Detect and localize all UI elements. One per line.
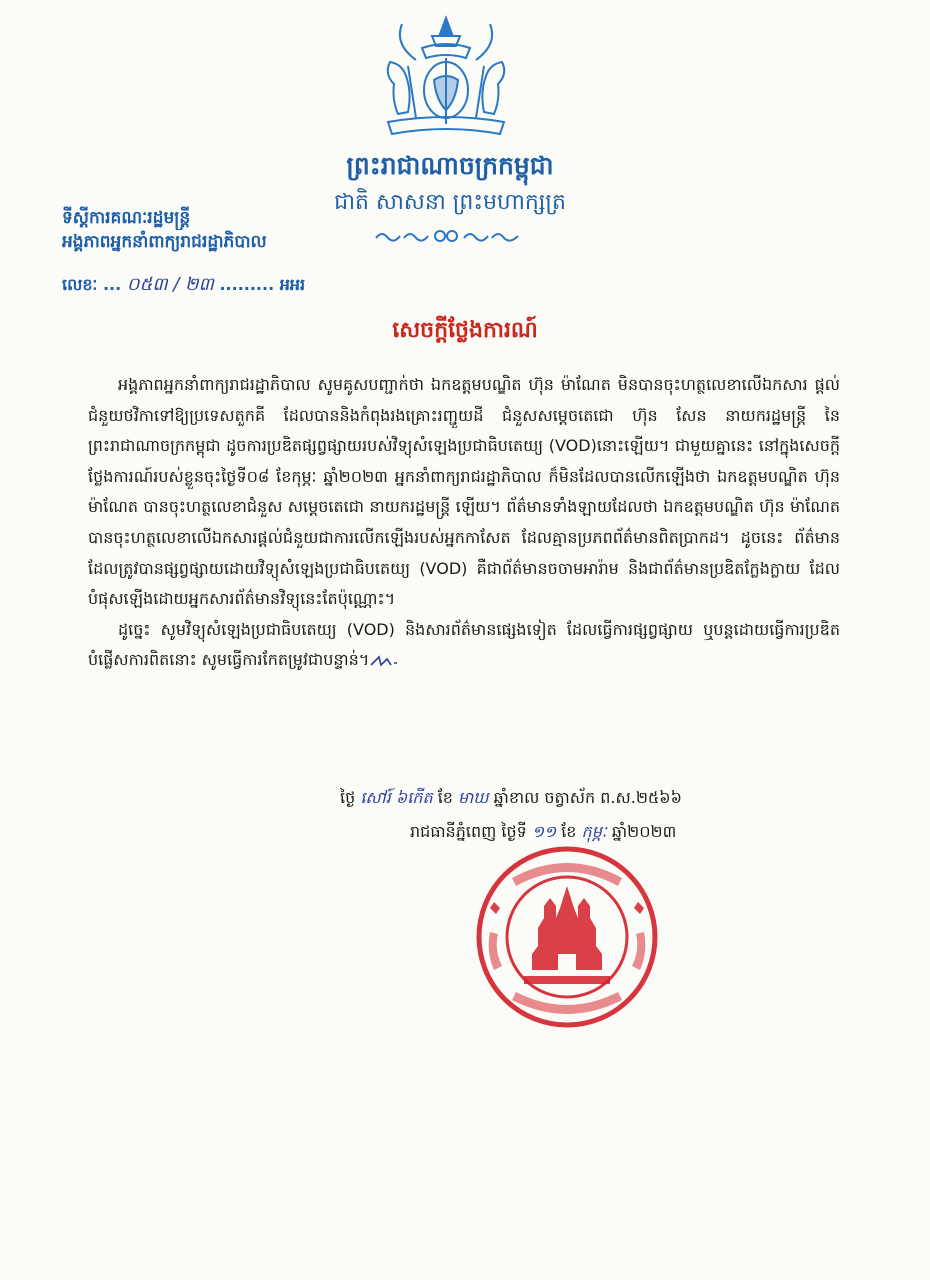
- paragraph-1: អង្គភាពអ្នកនាំពាក្យរាជរដ្ឋាភិបាល សូមគូសបញ្ជាក់ថា ឯកឧត្តមបណ្ឌិត ហ៊ុន ម៉ាណែត មិនបានចុះហត្ថលេខាលើឯកសារ ផ្តល់ជំនួយថវិកាទៅឱ្យប្រទេសតួកគី ដែលបាននិងកំពុងរងគ្រោះរញ្ជួយដី ជំនួសសម្តេចតេជោ ហ៊ុន សែន នាយករដ្ឋមន្ត្រី នៃព្រះរាជាណាចក្រកម្ពុជា ដូចការប្រឌិតផ្សព្វផ្សាយរបស់វិទ្យុសំឡេងប្រជាធិបតេយ្យ (VOD)នោះឡើយ។ ជាមួយគ្នានេះ នៅក្នុងសេចក្តីថ្លែងការណ៍របស់ខ្លួនចុះថ្ងៃទី០៨ ខែកុម្ភៈ ឆ្នាំ២០២៣ អ្នកនាំពាក្យរាជរដ្ឋាភិបាល ក៏មិនដែលបានលើកឡើងថា ឯកឧត្តមបណ្ឌិត ហ៊ុន ម៉ាណែត បានចុះហត្ថលេខាជំនួស សម្តេចតេជោ នាយករដ្ឋមន្ត្រី ឡើយ។ ព័ត៌មានទាំងឡាយដែលថា ឯកឧត្តមបណ្ឌិត ហ៊ុន ម៉ាណែត បានចុះហត្ថលេខាលើឯកសារផ្តល់ជំនួយជាការលើកឡើងរបស់អ្នកកាសែត ដែលគ្មានប្រភពព័ត៌មានពិតប្រាកដ។ ដូចនេះ ព័ត៌មាន ដែលត្រូវបានផ្សព្វផ្សាយដោយវិទ្យុសំឡេងប្រជាធិបតេយ្យ (VOD) គឺជាព័ត៌មានចចាមអារ៉ាម និងជាព័ត៌មានប្រឌិតក្លែងក្លាយ ដែលបំផុសឡើងដោយអ្នកសារព័ត៌មានវិទ្យុនេះតែប៉ុណ្ណោះ។: [88, 375, 840, 609]
- reference-dots: ...: [102, 275, 122, 294]
- paragraph-2: [88, 615, 840, 676]
- ornament-divider-icon: [372, 226, 522, 246]
- official-seal-icon: [472, 842, 662, 1032]
- lunar-date-prefix: ថ្ងៃ: [340, 788, 356, 807]
- reference-suffix: អអរ: [279, 275, 306, 294]
- reference-prefix: លេខៈ: [62, 275, 98, 294]
- national-motto: ជាតិ សាសនា ព្រះមហាក្សត្រ: [334, 190, 566, 215]
- lunar-month: មាឃ: [458, 788, 489, 807]
- solar-day: ១១: [531, 822, 557, 841]
- solar-year: ឆ្នាំ២០២៣: [611, 822, 677, 841]
- lunar-year: ឆ្នាំខាល ចត្វាស័ក ព.ស.២៥៦៦: [493, 788, 682, 807]
- paragraph-2-text: ដូច្នេះ សូមវិទ្យុសំឡេងប្រជាធិបតេយ្យ (VOD) និងសារព័ត៌មានផ្សេងទៀត ដែលធ្វើការផ្សព្វផ្សាយ ឬបន្តដោយធ្វើការប្រឌិតបំផ្លើសការពិតនោះ សូមធ្វើការកែតម្រូវជាបន្ទាន់។: [88, 619, 840, 670]
- office-line-2: អង្គភាពអ្នកនាំពាក្យរាជរដ្ឋាភិបាល: [62, 232, 267, 252]
- reference-handwritten-number: ០៥៣: [126, 274, 168, 295]
- solar-month-label: ខែ: [561, 822, 577, 841]
- royal-coat-of-arms-icon: [372, 14, 520, 142]
- issuing-office: [62, 206, 362, 254]
- lunar-date: [340, 784, 840, 812]
- reference-number: លេខៈ ... ០៥៣ / ២៣ ......... អអរ: [62, 274, 306, 295]
- lunar-month-label: ខែ: [437, 788, 453, 807]
- solar-date-prefix: រាជធានីភ្នំពេញ ថ្ងៃទី: [410, 822, 527, 841]
- handwritten-initial-icon: [369, 653, 399, 669]
- document-title: សេចក្តីថ្លែងការណ៍: [392, 318, 538, 343]
- reference-handwritten-year: ២៣: [184, 274, 214, 295]
- lunar-day: សៅរ៍ ៦កើត: [360, 788, 433, 807]
- reference-dots-2: .........: [219, 275, 275, 294]
- solar-month: កុម្ភៈ: [581, 822, 607, 841]
- kingdom-title: ព្រះរាជាណាចក្រកម្ពុជា: [346, 151, 554, 180]
- statement-body: [88, 370, 840, 676]
- office-line-1: ទីស្តីការគណៈរដ្ឋមន្ត្រី: [62, 208, 191, 228]
